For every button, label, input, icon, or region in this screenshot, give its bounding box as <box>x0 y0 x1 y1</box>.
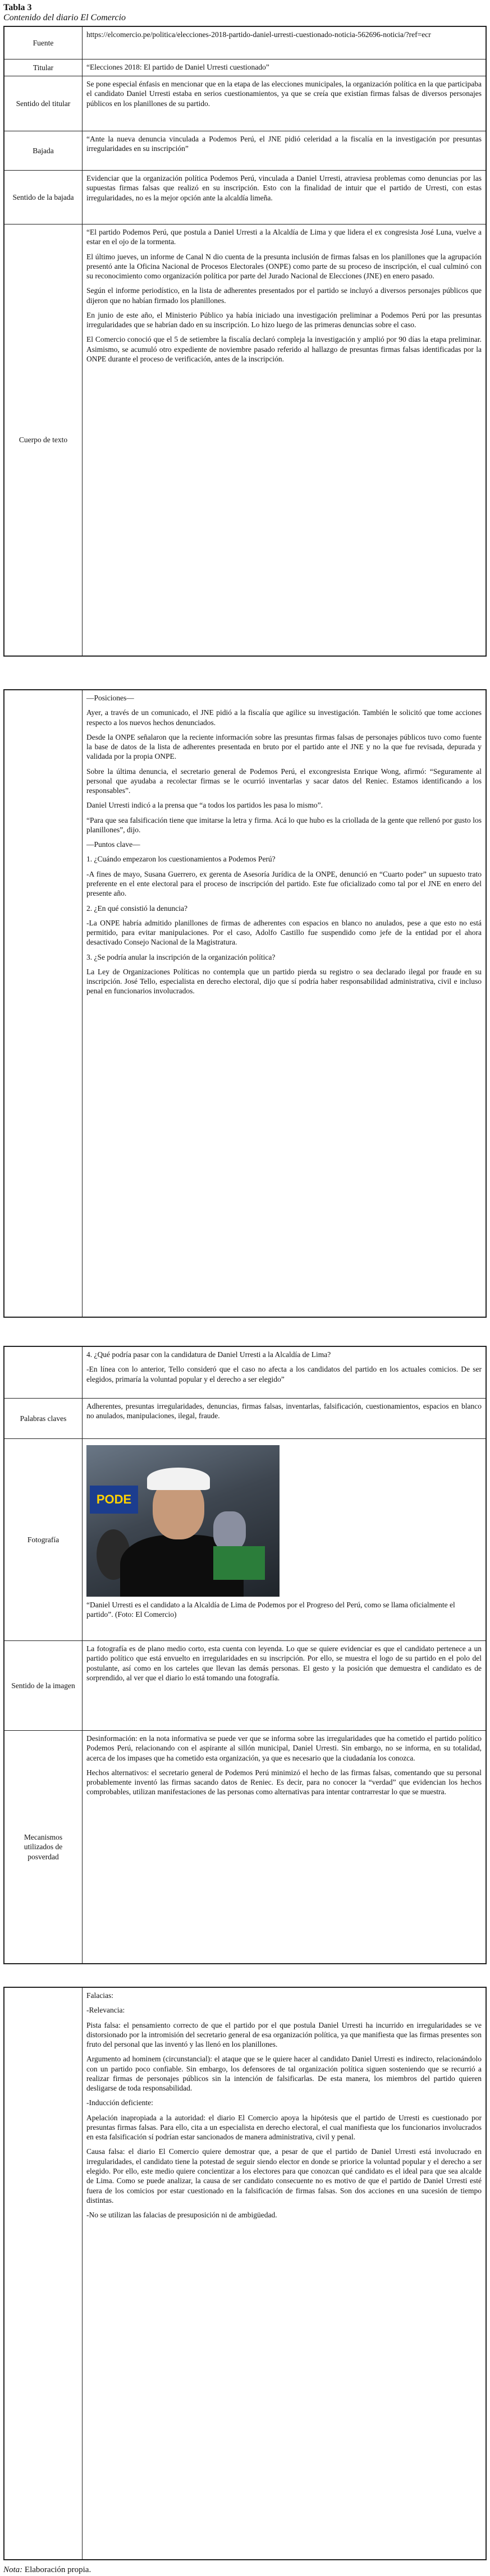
section2-paragraph: Daniel Urresti indicó a la prensa que “a todos los partidos les pasa lo mismo”. <box>86 801 323 810</box>
value-cuerpo <box>83 224 486 656</box>
photo-sign: PODE <box>90 1486 138 1514</box>
value-bajada: “Ante la nueva denuncia vinculada a Podemos Perú, el JNE pidió celeridad a la fiscalía en la investigación por presuntas irregularidades en su inscripción” <box>83 131 486 171</box>
row-sentido-titular <box>4 76 486 131</box>
content-table-3 <box>4 1346 486 1964</box>
section2-paragraph: —Posiciones— <box>86 694 134 702</box>
row-mecanismos <box>4 1731 486 1964</box>
label-sentido-imagen: Sentido de la imagen <box>4 1641 83 1731</box>
content-block-3 <box>3 1346 487 1964</box>
section4-paragraph: Argumento ad hominem (circunstancial): el ataque que se le quiere hacer al candidato Daniel Urresti es indirecto, relacionándolo con un partido poco confiable. Sin embargo, los defensores de tal organización política siguen sosteniendo que se recurrió a realizar firmas de personajes públicos sin la intención de falsificarlas. De esta manera, los miembros del partido quieren desligarse de toda responsabilidad. <box>86 2055 482 2093</box>
candidate-photo <box>86 1445 280 1597</box>
row-cuerpo <box>4 224 486 656</box>
label-fotografia: Fotografía <box>4 1439 83 1641</box>
table-note <box>3 2565 91 2575</box>
value-palabras: Adherentes, presuntas irregularidades, denuncias, firmas falsas, inventarlas, falsificación, cuestionamientos, espacios en blanco no anulados, manipulaciones, ilegal, fraude. <box>83 1399 486 1439</box>
cuerpo-paragraph: El Comercio conoció que el 5 de setiembre la fiscalía declaró compleja la investigación y amplió por 90 días la etapa preliminar. Asimismo, se acumuló otro expediente de noviembre pasado referido al hallazgo de presuntas firmas falsas identificadas por la ONPE durante el proceso de verificación, antes de la inscripción. <box>86 335 482 363</box>
section3-paragraph: -En línea con lo anterior, Tello consideró que el caso no afecta a los candidatos del partido en los actuales comicios. De ser elegidos, primaría la voluntad popular y el derecho a ser elegido” <box>86 1365 482 1383</box>
value-continuation-2 <box>83 690 486 1317</box>
row-sentido-imagen <box>4 1641 486 1731</box>
photo-arm <box>213 1511 246 1551</box>
value-fotografia <box>83 1439 486 1641</box>
row-continuation-3 <box>4 1347 486 1399</box>
note-label: Nota: <box>3 2565 23 2574</box>
value-continuation-4 <box>83 1988 486 2560</box>
row-palabras <box>4 1399 486 1439</box>
section2-paragraph: Ayer, a través de un comunicado, el JNE pidió a la fiscalía que agilice su investigación. También le solicitó que tome acciones respecto a los nuevos hechos denunciados. <box>86 708 482 727</box>
label-titular: Titular <box>4 59 83 76</box>
section2-paragraph: Desde la ONPE señalaron que la reciente información sobre las presuntas firmas falsas de personajes públicos tuvo como fuente la base de datos de la lista de adherentes presentada en bruto por el partido ante el JNE y no la que fue revisada, depurada y validada por la propia ONPE. <box>86 732 482 761</box>
mecanismos-paragraph: Desinformación: en la nota informativa se puede ver que se informa sobre las irregularidades que ha cometido el partido político Podemos Perú, relacionando con el aspirante al sillón municipal, Daniel Urresti. Sin embargo, no se informa, en su totalidad, acerca de los impases que ha cometido esta organización, ya que es necesario que la ciudadanía los conozca. <box>86 1734 482 1762</box>
section4-paragraph: Pista falsa: el pensamiento correcto de que el partido por el que postula Daniel Urresti ha incurrido en irregularidades se ve distorsionado por la intromisión del secretario general de esa organización política, ya que manifiesta que las firmas presentes son fruto del personal que las inventó y las llenó en los planillones. <box>86 2020 482 2049</box>
table-subtitle: Contenido del diario El Comercio <box>3 13 126 22</box>
section4-paragraph: -Inducción deficiente: <box>86 2098 153 2107</box>
label-bajada: Bajada <box>4 131 83 171</box>
row-bajada <box>4 131 486 171</box>
value-mecanismos <box>83 1731 486 1964</box>
section4-paragraph: -No se utilizan las falacias de presuposición ni de ambigüedad. <box>86 2211 277 2220</box>
content-table-1 <box>4 26 486 656</box>
label-cuerpo: Cuerpo de texto <box>4 224 83 656</box>
label-empty <box>4 1347 83 1399</box>
section4-paragraph: Apelación inapropiada a la autoridad: el diario El Comercio apoya la hipótesis que el partido de Urresti es cuestionado por presuntas firmas falsas. Para ello, cita a un especialista en derecho electoral, el cual manifiesta que los funcionarios involucrados en esta falsificación sí podrían estar sancionados de manera administrativa, civil y penal. <box>86 2113 482 2142</box>
label-empty <box>4 1988 83 2560</box>
label-fuente: Fuente <box>4 27 83 59</box>
label-sentido-titular: Sentido del titular <box>4 76 83 131</box>
label-palabras: Palabras claves <box>4 1399 83 1439</box>
row-fotografia <box>4 1439 486 1641</box>
cuerpo-paragraph: Según el informe periodístico, en la lista de adherentes presentados por el partido se incluyó a diversos personajes públicos que dijeron que no habían firmado los planillones. <box>86 286 482 305</box>
note-text: Elaboración propia. <box>24 2565 91 2574</box>
content-table-4 <box>4 1987 486 2560</box>
content-block-1 <box>3 26 487 657</box>
section4-paragraph: Falacias: <box>86 1991 113 2000</box>
row-titular <box>4 59 486 76</box>
row-continuation-4 <box>4 1988 486 2560</box>
photo-caption: “Daniel Urresti es el candidato a la Alcaldía de Lima de Podemos por el Progreso del Perú, como se llama oficialmente el partido”. (Foto: El Comercio) <box>86 1601 455 1619</box>
value-sentido-bajada: Evidenciar que la organización política Podemos Perú, vinculada a Daniel Urresti, atraviesa problemas como denuncias por las supuestas firmas falsas que realizó en su inscripción. Esto con la finalidad de intuir que el partido de Urresti, con estas irregularidades, no es la mejor opción ante la alcaldía limeña. <box>83 171 486 224</box>
content-table-2 <box>4 690 486 1317</box>
label-empty <box>4 690 83 1317</box>
row-fuente <box>4 27 486 59</box>
cuerpo-paragraph: En junio de este año, el Ministerio Público ya había iniciado una investigación preliminar a Podemos Perú por las presuntas irregularidades que se habrían dado en su inscripción. Lo hizo luego de las primeras denuncias sobre el caso. <box>86 310 482 329</box>
value-sentido-titular: Se pone especial énfasis en mencionar que en la etapa de las elecciones municipales, la organización política en la que participaba el candidato Daniel Urresti estaba en serios cuestionamientos, ya que se creía que existían firmas falsas de diversos personajes públicos en los planillones de su partido. <box>83 76 486 131</box>
cuerpo-paragraph: El último jueves, un informe de Canal N dio cuenta de la presunta inclusión de firmas falsas en los planillones que la agrupación presentó ante la Oficina Nacional de Procesos Electorales (ONPE) como parte de su proceso de inscripción, el cual culminó con su reconocimiento como organización política por parte del Jurado Nacional de Elecciones (JNE) en enero pasado. <box>86 252 482 281</box>
section2-paragraph: 2. ¿En qué consistió la denuncia? <box>86 904 187 913</box>
section4-paragraph: -Relevancia: <box>86 2006 125 2015</box>
photo-cap <box>147 1468 210 1490</box>
section2-paragraph: -A fines de mayo, Susana Guerrero, ex gerenta de Asesoría Jurídica de la ONPE, denunció en “Cuarto poder” un supuesto trato preferente en el ente electoral para el proceso de inscripción del partido. Este fue oficializado como tal por el JNE en enero del presente año. <box>86 869 482 898</box>
section2-paragraph: 1. ¿Cuándo empezaron los cuestionamientos a Podemos Perú? <box>86 855 276 864</box>
photo-scarf <box>213 1546 265 1580</box>
section4-paragraph: Causa falsa: el diario El Comercio quiere demostrar que, a pesar de que el partido de Daniel Urresti está involucrado en irregularidades, el candidato tiene la potestad de seguir siendo elector en donde se priorice la voluntad popular y el derecho a ser elegido. Por ello, este medio quiere concientizar a los electores para que conozcan qué candidato es el ideal para que sea alcalde de Lima. Como se puede analizar, la causa de ser candidato consecuente no es motivo de que el partido de Daniel Urresti esté fuera de los comicios por estar cuestionado en la falsificación de firmas falsas. Son dos acciones en una sucesión de tiempo distintas. <box>86 2147 482 2204</box>
section2-paragraph: Sobre la última denuncia, el secretario general de Podemos Perú, el excongresista Enrique Wong, afirmó: “Seguramente al personal que ayudaba a recolectar firmas se le ocurrió inventarlas y sacar datos del Reniec. Estamos identificando a los responsables”. <box>86 767 482 795</box>
section2-paragraph: “Para que sea falsificación tiene que imitarse la letra y firma. Acá lo que hubo es la criollada de la gente que rellenó por gusto los planillones”, dijo. <box>86 815 482 834</box>
value-titular: “Elecciones 2018: El partido de Daniel Urresti cuestionado” <box>83 59 486 76</box>
content-block-4 <box>3 1987 487 2560</box>
value-sentido-imagen: La fotografía es de plano medio corto, esta cuenta con leyenda. Lo que se quiere evidenciar es que el candidato pertenece a un partido político que está envuelto en irregularidades en su inscripción. Por ello, se muestra el logo de su partido en el polo del postulante, así como en los carteles que llevan las demás personas. El gesto y la posición que demuestra el candidato es de sorprendido, al ver que el diario lo está tomando una fotografía. <box>83 1641 486 1731</box>
section3-paragraph: 4. ¿Qué podría pasar con la candidatura de Daniel Urresti a la Alcaldía de Lima? <box>86 1350 331 1359</box>
value-continuation-3 <box>83 1347 486 1399</box>
section2-paragraph: La Ley de Organizaciones Políticas no contempla que un partido pierda su registro o sea declarado ilegal por fraude en su inscripción. José Tello, especialista en derecho electoral, dijo que sí podría haber responsabilidad administrativa, civil e incluso penal en funcionarios involucrados. <box>86 967 482 996</box>
row-sentido-bajada <box>4 171 486 224</box>
section2-paragraph: —Puntos clave— <box>86 840 140 849</box>
content-block-2 <box>3 689 487 1318</box>
mecanismos-paragraph: Hechos alternativos: el secretario general de Podemos Perú minimizó el hecho de las firmas falsas, comentando que su personal probablemente inventó las firmas sacando datos de Reniec. Es decir, para no conocer la “verdad” que evidencian los hechos comprobables, utilizan manifestaciones de las personas como alternativas para intentar contrarrestar lo que se muestra. <box>86 1768 482 1796</box>
section2-paragraph: 3. ¿Se podría anular la inscripción de la organización política? <box>86 952 276 961</box>
row-continuation-2 <box>4 690 486 1317</box>
value-fuente: https://elcomercio.pe/politica/elecciones-2018-partido-daniel-urresti-cuestionado-noticia-562696-noticia/?ref=ecr <box>83 27 486 59</box>
label-sentido-bajada: Sentido de la bajada <box>4 171 83 224</box>
label-mecanismos: Mecanismos utilizados de posverdad <box>4 1731 83 1964</box>
table-title: Tabla 3 <box>3 3 32 12</box>
section2-paragraph: -La ONPE habría admitido planillones de firmas de adherentes con espacios en blanco no anulados, pese a que esto no está permitido, para evitar manipulaciones. Por el caso, Adolfo Castillo fue suspendido como jefe de la entidad por el ahora desactivado Consejo Nacional de la Magistratura. <box>86 918 482 947</box>
cuerpo-paragraph: “El partido Podemos Perú, que postula a Daniel Urresti a la Alcaldía de Lima y que lidera el ex congresista José Luna, vuelve a estar en el ojo de la tormenta. <box>86 228 482 246</box>
